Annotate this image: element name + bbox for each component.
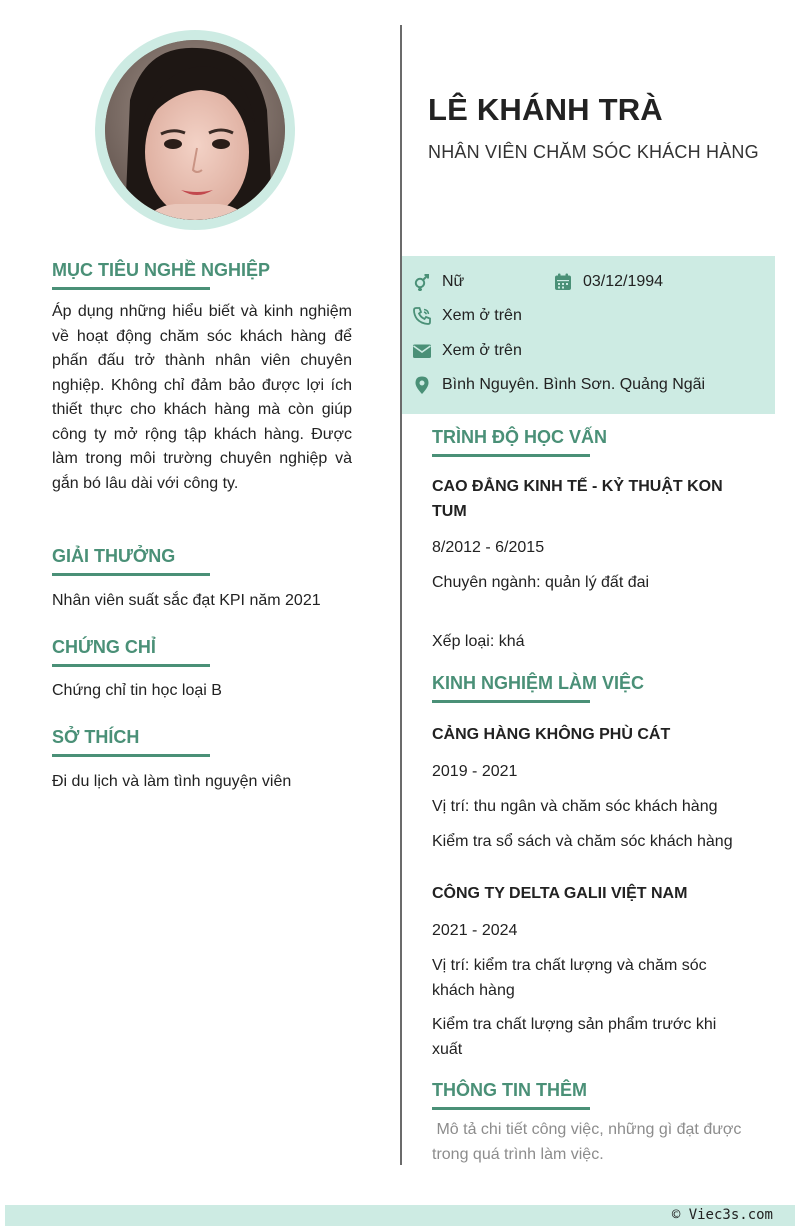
job-title: NHÂN VIÊN CHĂM SÓC KHÁCH HÀNG <box>428 142 759 162</box>
section-title: TRÌNH ĐỘ HỌC VẤN <box>432 427 607 447</box>
job-company: CÔNG TY DELTA GALII VIỆT NAM <box>432 885 688 902</box>
phone-icon <box>412 306 432 326</box>
gender-value: Nữ <box>442 273 465 290</box>
education-school: CAO ĐẲNG KINH TẾ - KỶ THUẬT KON TUM <box>432 478 723 520</box>
job-duty: Kiểm tra chất lượng sản phẩm trước khi xuất <box>432 1016 717 1058</box>
section-title: THÔNG TIN THÊM <box>432 1080 587 1100</box>
experience-heading <box>432 673 644 703</box>
awards-heading <box>52 546 210 576</box>
section-title: CHỨNG CHỈ <box>52 637 156 657</box>
calendar-icon <box>553 272 573 292</box>
education-major: Chuyên ngành: quản lý đất đai <box>432 574 650 591</box>
address-value: Bình Nguyên. Bình Sơn. Quảng Ngãi <box>442 376 706 393</box>
job-period: 2021 - 2024 <box>432 922 518 939</box>
section-underline <box>52 287 210 290</box>
additional-heading <box>432 1080 590 1110</box>
avatar-photo <box>105 40 285 220</box>
email-value: Xem ở trên <box>442 342 522 359</box>
avatar-frame <box>95 30 295 230</box>
section-underline <box>432 700 590 703</box>
avatar <box>105 40 285 220</box>
certificates-text: Chứng chỉ tin học loại B <box>52 682 222 699</box>
map-pin-icon <box>412 375 432 395</box>
job-period: 2019 - 2021 <box>432 763 518 780</box>
education-period: 8/2012 - 6/2015 <box>432 539 545 556</box>
section-title: GIẢI THƯỞNG <box>52 546 176 566</box>
section-title: MỤC TIÊU NGHỀ NGHIỆP <box>52 260 271 280</box>
footer-credit: © Viec3s.com <box>671 1207 773 1223</box>
column-divider <box>400 25 402 1165</box>
objective-text: Áp dụng những hiểu biết và kinh nghiệm về hoạt động chăm sóc khách hàng để phấn đấu trở thành nhân viên chuyên nghiệp. Không chỉ đảm bảo được lợi ích thiết thực cho khách hàng mà còn giúp công ty mở rộng tập khách hàng. Được làm trong môi trường chuyên nghiệp và gắn bó lâu dài với công ty. <box>52 303 352 492</box>
gender-row <box>412 272 464 292</box>
envelope-icon <box>412 341 432 361</box>
additional-text: Mô tả chi tiết công việc, những gì đạt được trong quá trình làm việc. <box>432 1121 746 1163</box>
birthdate-value: 03/12/1994 <box>583 273 664 290</box>
section-underline <box>52 664 210 667</box>
section-underline <box>52 573 210 576</box>
certificates-heading <box>52 637 210 667</box>
job-position: Vị trí: thu ngân và chăm sóc khách hàng <box>432 798 718 815</box>
phone-row <box>412 306 522 326</box>
gender-icon <box>412 272 432 292</box>
awards-text: Nhân viên suất sắc đạt KPI năm 2021 <box>52 592 321 609</box>
phone-value: Xem ở trên <box>442 307 522 324</box>
section-title: SỞ THÍCH <box>52 727 140 747</box>
candidate-name: LÊ KHÁNH TRÀ <box>428 92 663 127</box>
hobbies-text: Đi du lịch và làm tình nguyện viên <box>52 773 292 790</box>
education-grade: Xếp loại: khá <box>432 633 525 650</box>
job-duty: Kiểm tra sổ sách và chăm sóc khách hàng <box>432 833 733 850</box>
hobbies-heading <box>52 727 210 757</box>
contact-info-panel <box>402 256 775 414</box>
education-heading <box>432 427 607 457</box>
section-underline <box>432 1107 590 1110</box>
footer-band <box>5 1205 795 1226</box>
address-row <box>412 375 705 395</box>
job-company: CẢNG HÀNG KHÔNG PHÙ CÁT <box>432 726 671 743</box>
section-underline <box>432 454 590 457</box>
section-underline <box>52 754 210 757</box>
section-title: KINH NGHIỆM LÀM VIỆC <box>432 673 645 693</box>
birthdate-row <box>553 272 663 292</box>
objective-heading <box>52 260 270 290</box>
email-row <box>412 341 522 361</box>
job-position: Vị trí: kiểm tra chất lượng và chăm sóc khách hàng <box>432 957 707 999</box>
